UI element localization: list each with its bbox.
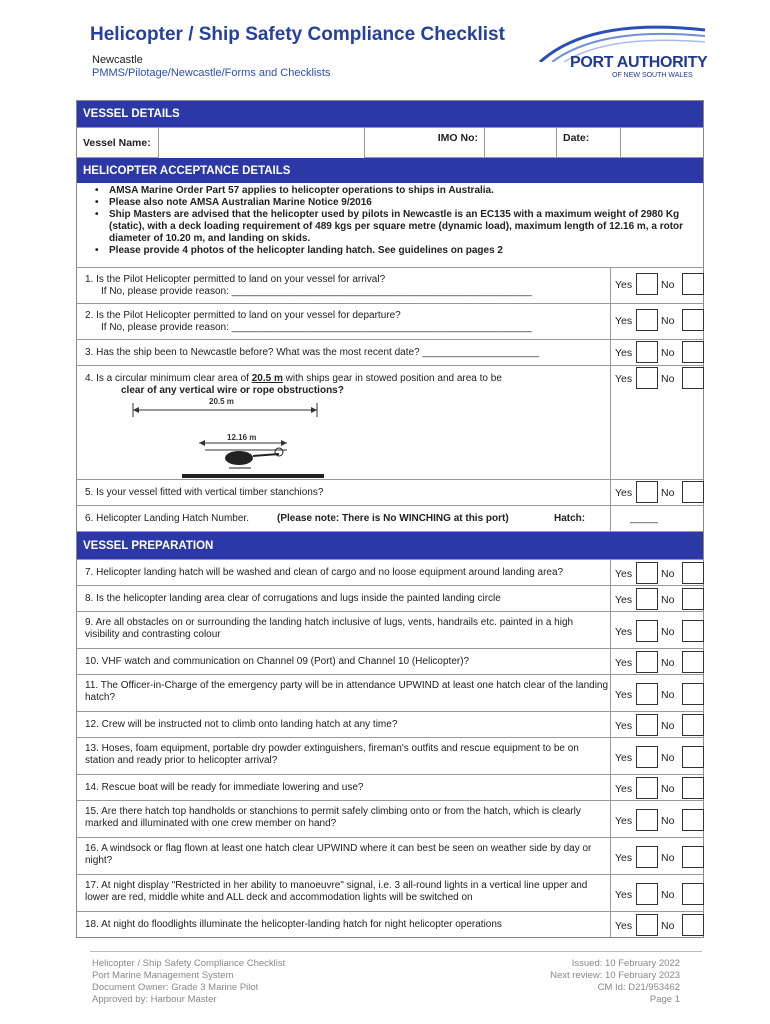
- no-checkbox[interactable]: [682, 683, 704, 705]
- no-checkbox[interactable]: [682, 341, 704, 363]
- question-6: [77, 505, 703, 531]
- section-vessel-preparation: VESSEL PREPARATION: [77, 531, 703, 559]
- no-checkbox[interactable]: [682, 620, 704, 642]
- preparation-list: [77, 559, 703, 937]
- no-label: No: [661, 279, 675, 291]
- no-label: No: [661, 889, 675, 901]
- question-text: 12. Crew will be instructed not to climb onto landing hatch at any time?: [85, 719, 398, 730]
- section-helicopter-acceptance: HELICOPTER ACCEPTANCE DETAILS: [77, 157, 703, 183]
- page-title: Helicopter / Ship Safety Compliance Checklist: [90, 24, 505, 45]
- yes-label: Yes: [615, 347, 633, 359]
- yes-label: Yes: [615, 657, 633, 669]
- no-checkbox[interactable]: [682, 309, 704, 331]
- footer-divider: [90, 951, 702, 952]
- yes-label: Yes: [615, 815, 633, 827]
- no-checkbox[interactable]: [682, 846, 704, 868]
- yes-checkbox[interactable]: [636, 562, 658, 584]
- helicopter-dimension-diagram: [127, 398, 327, 478]
- no-checkbox[interactable]: [682, 883, 704, 905]
- yes-checkbox[interactable]: [636, 309, 658, 331]
- question-4: [77, 365, 703, 479]
- question-6-text: 6. Helicopter Landing Hatch Number.: [85, 513, 249, 524]
- no-checkbox[interactable]: [682, 651, 704, 673]
- port-authority-logo: [530, 22, 710, 84]
- section-vessel-details: VESSEL DETAILS: [77, 101, 703, 127]
- yes-checkbox[interactable]: [636, 777, 658, 799]
- logo-main-text: PORT AUTHORITY: [570, 54, 708, 71]
- yes-checkbox[interactable]: [636, 714, 658, 736]
- hatch-number-field[interactable]: _____: [630, 513, 658, 524]
- question-14: [77, 774, 703, 800]
- question-1-reason: If No, please provide reason: ______________________________________________________: [101, 286, 532, 297]
- question-16: [77, 837, 703, 874]
- no-checkbox[interactable]: [682, 481, 704, 503]
- no-label: No: [661, 852, 675, 864]
- yes-checkbox[interactable]: [636, 846, 658, 868]
- question-2-reason: If No, please provide reason: ______________________________________________________: [101, 322, 532, 333]
- no-checkbox[interactable]: [682, 809, 704, 831]
- question-10: [77, 648, 703, 674]
- yes-label: Yes: [615, 720, 633, 732]
- question-text: 9. Are all obstacles on or surrounding the landing hatch inclusive of lugs, vents, handrails etc. painted in a high visibility and contrasting colour: [85, 617, 574, 640]
- question-text: 7. Helicopter landing hatch will be washed and clean of cargo and no loose equipment around landing area?: [85, 567, 564, 578]
- no-label: No: [661, 783, 675, 795]
- no-label: No: [661, 720, 675, 732]
- question-4-text: 4. Is a circular minimum clear area of 20.5 m with ships gear in stowed position and area to be clear of any vertical wire or rope obstructions?: [85, 373, 502, 396]
- date-field[interactable]: [621, 128, 703, 158]
- date-label: Date:: [557, 128, 621, 158]
- no-label: No: [661, 626, 675, 638]
- question-6-note: (Please note: There is No WINCHING at this port): [277, 513, 509, 524]
- question-text: 18. At night do floodlights illuminate the helicopter-landing hatch for night helicopter operations: [85, 919, 502, 930]
- question-2-text: 2. Is the Pilot Helicopter permitted to land on your vessel for departure?: [85, 310, 401, 321]
- no-checkbox[interactable]: [682, 562, 704, 584]
- bullet-item: • Ship Masters are advised that the helicopter used by pilots in Newcastle is an EC135 with a maximum weight of 2980 Kg (static), with a deck loading requirement of 489 kgs per square metre (dynamic load), maximum length of 12.16 m, a rotor diameter of 10.20 m, and landing on skids.: [85, 209, 695, 245]
- question-1: [77, 267, 703, 303]
- question-5-text: 5. Is your vessel fitted with vertical timber stanchions?: [85, 487, 324, 498]
- yes-checkbox[interactable]: [636, 481, 658, 503]
- question-text: 17. At night display "Restricted in her ability to manoeuvre" signal, i.e. 3 all-round lights in a vertical line upper and lower are red, middle white and ALL deck and accommodation lights will be switched on: [85, 880, 588, 903]
- no-checkbox[interactable]: [682, 367, 704, 389]
- yes-label: Yes: [615, 783, 633, 795]
- yes-checkbox[interactable]: [636, 809, 658, 831]
- no-label: No: [661, 568, 675, 580]
- logo-sub-text: OF NEW SOUTH WALES: [612, 72, 693, 79]
- question-text: 15. Are there hatch top handholds or stanchions to permit safely climbing onto or from the hatch, which is clearly marked and illuminated with one crew member on hand?: [85, 806, 581, 829]
- no-label: No: [661, 657, 675, 669]
- imo-label: IMO No:: [365, 128, 485, 158]
- footer-right: Issued: 10 February 2022 Next review: 10 February 2023 CM Id: D21/953462 Page 1: [550, 958, 680, 1005]
- bullet-item: • AMSA Marine Order Part 57 applies to helicopter operations to ships in Australia.: [85, 185, 695, 197]
- question-text: 11. The Officer-in-Charge of the emergency party will be in attendance UPWIND at least one hatch clear of the landing hatch?: [85, 680, 609, 703]
- no-label: No: [661, 347, 675, 359]
- yes-checkbox[interactable]: [636, 588, 658, 610]
- yes-checkbox[interactable]: [636, 651, 658, 673]
- checklist-form: [76, 100, 704, 938]
- question-text: 14. Rescue boat will be ready for immediate lowering and use?: [85, 782, 364, 793]
- vessel-name-label: Vessel Name:: [77, 128, 159, 158]
- yes-checkbox[interactable]: [636, 883, 658, 905]
- yes-label: Yes: [615, 315, 633, 327]
- yes-checkbox[interactable]: [636, 914, 658, 936]
- no-label: No: [661, 752, 675, 764]
- dim-outer-label: 20.5 m: [209, 397, 234, 406]
- acceptance-bullets: [77, 183, 703, 267]
- question-text: 16. A windsock or flag flown at least one hatch clear UPWIND where it can best be seen on weather side by day or night?: [85, 843, 592, 866]
- no-checkbox[interactable]: [682, 588, 704, 610]
- yes-label: Yes: [615, 373, 633, 385]
- no-label: No: [661, 373, 675, 385]
- yes-checkbox[interactable]: [636, 367, 658, 389]
- question-1-text: 1. Is the Pilot Helicopter permitted to land on your vessel for arrival?: [85, 274, 386, 285]
- no-checkbox[interactable]: [682, 914, 704, 936]
- question-3: [77, 339, 703, 365]
- yes-label: Yes: [615, 568, 633, 580]
- question-3-text: 3. Has the ship been to Newcastle before? What was the most recent date? _____________________: [85, 347, 540, 358]
- no-label: No: [661, 594, 675, 606]
- question-text: 13. Hoses, foam equipment, portable dry powder extinguishers, fireman's outfits and rescue equipment to be on station and ready prior to helicopter arrival?: [85, 743, 579, 766]
- question-11: [77, 674, 703, 711]
- bullet-item: • Please provide 4 photos of the helicopter landing hatch. See guidelines on pages 2: [85, 245, 695, 257]
- yes-checkbox[interactable]: [636, 273, 658, 295]
- yes-checkbox[interactable]: [636, 683, 658, 705]
- bullet-item: • Please also note AMSA Australian Marine Notice 9/2016: [85, 197, 695, 209]
- no-checkbox[interactable]: [682, 777, 704, 799]
- no-label: No: [661, 487, 675, 499]
- imo-field[interactable]: [485, 128, 557, 158]
- yes-label: Yes: [615, 626, 633, 638]
- yes-label: Yes: [615, 279, 633, 291]
- vessel-name-field[interactable]: [159, 128, 365, 158]
- no-label: No: [661, 920, 675, 932]
- question-8: [77, 585, 703, 611]
- yes-label: Yes: [615, 889, 633, 901]
- document-path: PMMS/Pilotage/Newcastle/Forms and Checklists: [92, 67, 331, 79]
- dim-inner-label: 12.16 m: [227, 433, 257, 442]
- yes-checkbox[interactable]: [636, 341, 658, 363]
- question-13: [77, 737, 703, 774]
- question-2: [77, 303, 703, 339]
- no-checkbox[interactable]: [682, 273, 704, 295]
- yes-checkbox[interactable]: [636, 620, 658, 642]
- location: Newcastle: [92, 54, 143, 66]
- yes-checkbox[interactable]: [636, 746, 658, 768]
- yes-label: Yes: [615, 852, 633, 864]
- yes-label: Yes: [615, 689, 633, 701]
- yes-label: Yes: [615, 487, 633, 499]
- no-checkbox[interactable]: [682, 746, 704, 768]
- hatch-label: Hatch:: [554, 513, 586, 524]
- no-checkbox[interactable]: [682, 714, 704, 736]
- footer-left: Helicopter / Ship Safety Compliance Checklist Port Marine Management System Document Owner: Grade 3 Marine Pilot Approved by: Harbour Master: [92, 958, 286, 1005]
- question-text: 10. VHF watch and communication on Channel 09 (Port) and Channel 10 (Helicopter)?: [85, 656, 470, 667]
- no-label: No: [661, 689, 675, 701]
- question-9: [77, 611, 703, 648]
- no-label: No: [661, 815, 675, 827]
- question-15: [77, 800, 703, 837]
- question-7: [77, 559, 703, 585]
- question-5: [77, 479, 703, 505]
- yes-label: Yes: [615, 594, 633, 606]
- question-text: 8. Is the helicopter landing area clear of corrugations and lugs inside the painted landing circle: [85, 593, 501, 604]
- yes-label: Yes: [615, 920, 633, 932]
- yes-label: Yes: [615, 752, 633, 764]
- question-12: [77, 711, 703, 737]
- no-label: No: [661, 315, 675, 327]
- question-17: [77, 874, 703, 911]
- question-18: [77, 911, 703, 937]
